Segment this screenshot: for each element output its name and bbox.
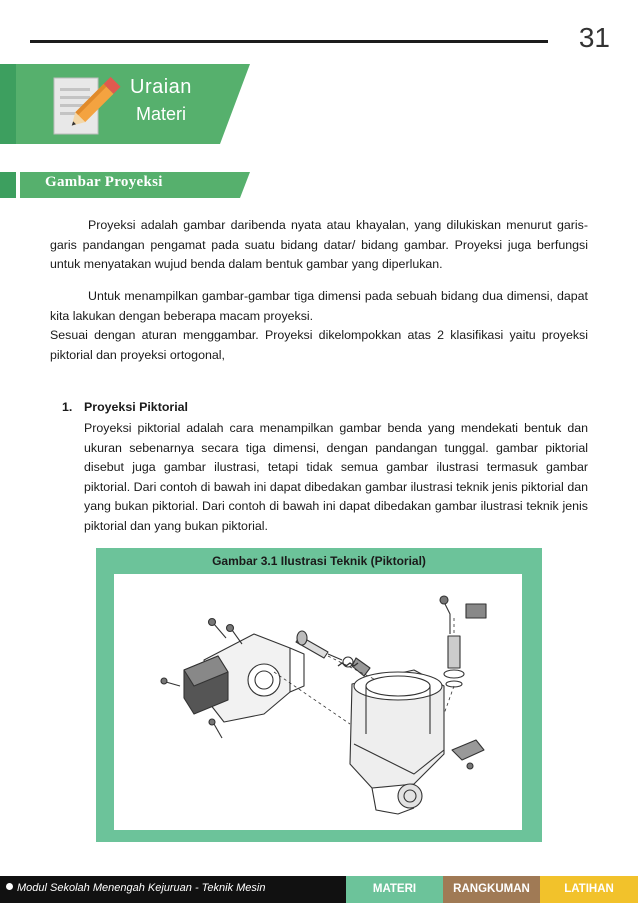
footer-module-text: Modul Sekolah Menengah Kejuruan - Teknik Mesin: [17, 882, 266, 894]
list-body: Proyeksi piktorial adalah cara menampilkan gambar benda yang mendekati bentuk dan ukuran sebenarnya secara tiga dimensi, dengan pandangan tunggal. gambar piktorial disebut juga gambar ilustrasi, tetapi tidak semua gambar ilustrasi termasuk gambar piktorial. Dari contoh di bawah ini dapat dibedakan gambar ilustrasi teknik jenis piktorial dan yang bukan piktorial. Dari contoh di bawah ini dapat dibedakan gambar ilustrasi teknik jenis piktorial dan yang bukan piktorial.: [84, 421, 588, 533]
tab-latihan[interactable]: LATIHAN: [540, 876, 638, 903]
paragraph-intro: [50, 216, 588, 275]
paragraph-projection-text-b: Sesuai dengan aturan menggambar. Proyeksi dikelompokkan atas 2 klasifikasi yaitu proyeksi piktorial dan proyeksi ortogonal,: [50, 328, 588, 362]
document-pencil-icon: [48, 68, 126, 140]
section-side-strip: [0, 172, 16, 198]
list-title: Proyeksi Piktorial: [84, 400, 188, 414]
header-rule: [30, 40, 548, 43]
page-number: 31: [578, 22, 610, 53]
banner-side-strip: [0, 64, 16, 144]
footer-module-bar: [0, 876, 346, 903]
banner-title: Uraian: [130, 76, 192, 98]
bullet-icon: [6, 883, 13, 890]
footer-module-label: [6, 882, 265, 894]
section-side-strip-light: [20, 172, 38, 198]
banner-subtitle: Materi: [136, 104, 187, 124]
list-number: 1.: [62, 400, 73, 414]
banner-side-strip-light: [16, 64, 44, 144]
paragraph-projection-text-a: Untuk menampilkan gambar-gambar tiga dimensi pada sebuah bidang dua dimensi, dapat kita lakukan dengan beberapa macam proyeksi.: [50, 289, 588, 323]
exploded-pictorial-illustration: [114, 574, 522, 830]
tab-materi[interactable]: MATERI: [346, 876, 443, 903]
tab-rangkuman[interactable]: RANGKUMAN: [443, 876, 540, 903]
paragraph-projection: [50, 287, 588, 365]
figure-caption: Gambar 3.1 Ilustrasi Teknik (Piktorial): [212, 554, 426, 568]
section-title: Gambar Proyeksi: [45, 174, 163, 190]
footer: [0, 876, 638, 903]
paragraph-intro-text: Proyeksi adalah gambar daribenda nyata atau khayalan, yang dilukiskan menurut garis-garis pandangan pengamat pada suatu bidang datar/ bidang gambar. Proyeksi juga berfungsi untuk menyatakan wujud benda dalam bentuk gambar yang diperlukan.: [50, 218, 588, 272]
